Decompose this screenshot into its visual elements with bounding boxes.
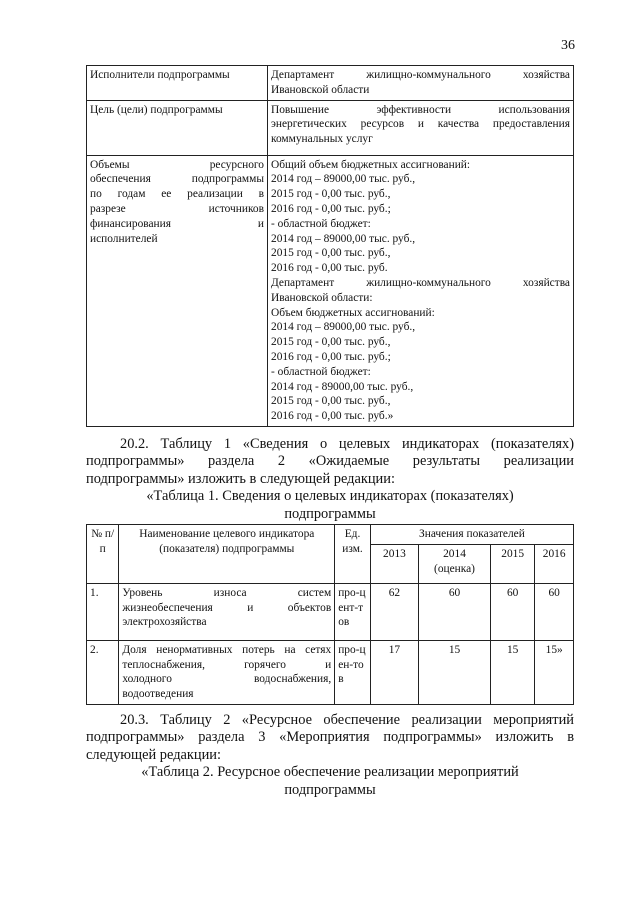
row-value: 62 xyxy=(370,583,418,640)
name-line: Доля ненормативных потерь на сетях xyxy=(122,643,332,656)
row-num: 2. xyxy=(87,640,119,704)
value-line: Ивановской области xyxy=(271,83,370,96)
value-line: 2016 год - 0,00 тыс. руб.; xyxy=(271,202,391,215)
table-caption: «Таблица 2. Ресурсное обеспечение реализации мероприятий xyxy=(141,764,519,781)
table-caption: «Таблица 1. Сведения о целевых индикаторах (показателях) xyxy=(146,488,514,505)
value-line: Ивановской области: xyxy=(271,291,373,304)
paragraph-line: подпрограммы» раздела 2 «Ожидаемые результаты реализации xyxy=(86,453,574,470)
row-value: 60 xyxy=(490,583,534,640)
label-line: исполнителей xyxy=(90,232,158,245)
indicators-table xyxy=(86,524,574,705)
header-values: Значения показателей xyxy=(370,525,573,545)
row-value: 15 xyxy=(490,640,534,704)
value-line: 2014 год – 89000,00 тыс. руб., xyxy=(271,232,416,245)
row-label: Цель (цели) подпрограммы xyxy=(87,100,268,155)
value-line: - областной бюджет: xyxy=(271,365,371,378)
paragraph-line: подпрограммы» раздела 3 «Мероприятия подпрограммы» изложить в xyxy=(86,729,574,746)
value-line: 2015 год - 0,00 тыс. руб., xyxy=(271,247,391,260)
value-line: 2016 год - 0,00 тыс. руб.; xyxy=(271,350,391,363)
name-line: электрохозяйства xyxy=(122,616,207,629)
subprogram-passport-table xyxy=(86,65,574,427)
paragraph-20-2 xyxy=(86,436,574,523)
header-year: 2014 (оценка) xyxy=(419,544,491,583)
table-caption: подпрограммы xyxy=(284,781,376,798)
row-label: Исполнители подпрограммы xyxy=(87,66,268,101)
name-line: жизнеобеспечения и объектов xyxy=(122,601,332,614)
row-value: 15» xyxy=(535,640,574,704)
label-line: финансирования и xyxy=(90,217,264,230)
label-line: Объемы ресурсного xyxy=(90,158,264,171)
header-year: 2016 xyxy=(535,544,574,583)
header-year: 2013 xyxy=(370,544,418,583)
paragraph-line: следующей редакции: xyxy=(86,746,221,763)
row-value xyxy=(268,155,574,426)
row-value: 60 xyxy=(419,583,491,640)
table-row xyxy=(87,583,574,640)
label-line: разрезе источников xyxy=(90,202,264,215)
name-line: Уровень износа систем xyxy=(122,586,332,599)
paragraph-line: 20.3. Таблицу 2 «Ресурсное обеспечение реализации мероприятий xyxy=(120,712,574,728)
paragraph-line: 20.2. Таблицу 1 «Сведения о целевых индикаторах (показателях) xyxy=(120,436,574,452)
value-line: 2014 год – 89000,00 тыс. руб., xyxy=(271,321,416,334)
name-line: теплоснабжения, горячего и xyxy=(122,658,332,671)
header-year: 2015 xyxy=(490,544,534,583)
row-name xyxy=(119,583,335,640)
row-label xyxy=(87,155,268,426)
value-line: Департамент жилищно-коммунального хозяйства xyxy=(271,69,570,81)
value-line: 2016 год - 0,00 тыс. руб.» xyxy=(271,410,394,423)
value-line: 2016 год - 0,00 тыс. руб. xyxy=(271,262,388,275)
header-name: Наименование целевого индикатора (показателя) подпрограммы xyxy=(119,525,335,584)
row-name xyxy=(119,640,335,704)
row-unit: про-цент-тов xyxy=(335,583,371,640)
name-line: водоотведения xyxy=(122,688,194,701)
row-value xyxy=(268,100,574,155)
value-line: 2014 год - 89000,00 тыс. руб., xyxy=(271,380,414,393)
value-line: коммунальных услуг xyxy=(271,133,373,146)
row-value: 60 xyxy=(535,583,574,640)
value-line: энергетических ресурсов и качества предоставления xyxy=(271,118,570,131)
label-line: по годам ее реализации в xyxy=(90,188,264,201)
table-row xyxy=(87,66,574,101)
row-value: 15 xyxy=(419,640,491,704)
value-line: Повышение эффективности использования xyxy=(271,103,570,116)
row-value: 17 xyxy=(370,640,418,704)
header-unit: Ед. изм. xyxy=(335,525,371,584)
page-number: 36 xyxy=(561,38,575,53)
value-line: Объем бюджетных ассигнований: xyxy=(271,306,435,319)
header-num: № п/п xyxy=(87,525,119,584)
value-line: - областной бюджет: xyxy=(271,217,371,230)
table-caption: подпрограммы xyxy=(284,505,376,522)
row-value xyxy=(268,66,574,101)
value-line: 2015 год - 0,00 тыс. руб., xyxy=(271,188,391,201)
value-line: 2014 год – 89000,00 тыс. руб., xyxy=(271,173,416,186)
paragraph-line: подпрограммы» изложить в следующей редакции: xyxy=(86,470,395,487)
row-num: 1. xyxy=(87,583,119,640)
value-line: 2015 год - 0,00 тыс. руб., xyxy=(271,336,391,349)
table-row xyxy=(87,100,574,155)
value-line: Департамент жилищно-коммунального хозяйства xyxy=(271,276,570,289)
value-line: Общий объем бюджетных ассигнований: xyxy=(271,158,471,171)
label-line: обеспечения подпрограммы xyxy=(90,173,264,186)
table-row xyxy=(87,640,574,704)
header-row xyxy=(87,525,574,545)
row-unit: про-цен-тов xyxy=(335,640,371,704)
table-row xyxy=(87,155,574,426)
value-line: 2015 год - 0,00 тыс. руб., xyxy=(271,395,391,408)
paragraph-20-3 xyxy=(86,712,574,799)
name-line: холодного водоснабжения, xyxy=(122,673,332,686)
